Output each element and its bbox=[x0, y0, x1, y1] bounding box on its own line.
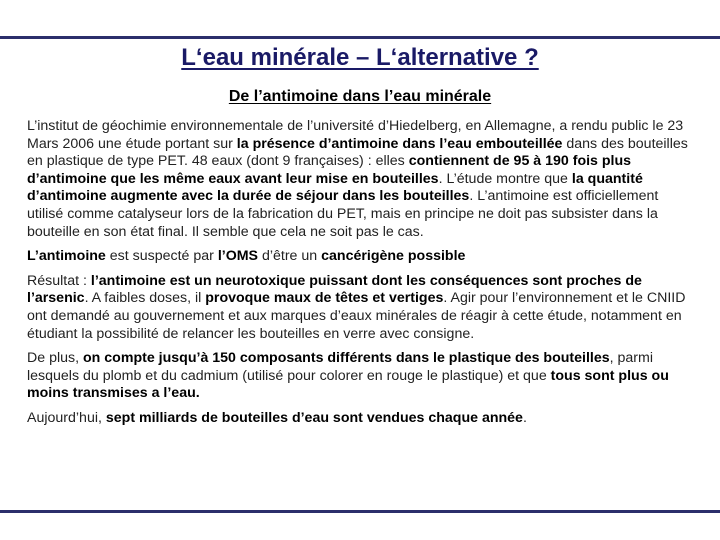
slide-title-text: L‘eau minérale – L‘alternative ? bbox=[181, 44, 539, 71]
emphasis-text: l’antimoine est un neurotoxique puissant dont les conséquences sont proches de l’arsenic bbox=[27, 272, 642, 307]
body-text: L’institut de géochimie environnementale de l’université d’Hiedelberg, en Allemagne, a rendu public le 23 Mars 2006 une étude portant sur bbox=[27, 118, 684, 152]
body-text: . bbox=[522, 409, 527, 426]
emphasis-text: l’OMS bbox=[217, 248, 259, 265]
body-text: . L’antimoine est officiellement utilisé comme catalyseur lors de la fabrication du PET, mais en principe ne doit pas subsister dans la bouteille en son état final. Il semble que cela ne soit pas le cas. bbox=[27, 188, 659, 240]
slide-subtitle-text: De l’antimoine dans l’eau minérale bbox=[228, 88, 492, 105]
emphasis-text: provoque maux de têtes et vertiges bbox=[205, 290, 444, 307]
body-text: . A faibles doses, il bbox=[84, 290, 206, 307]
slide-title bbox=[0, 44, 720, 72]
emphasis-text: la présence d’antimoine dans l’eau embouteillée bbox=[236, 135, 563, 152]
top-divider bbox=[0, 36, 720, 39]
emphasis-text: L’antimoine bbox=[27, 248, 106, 265]
body-text: dans des bouteilles en plastique de type PET. 48 eaux (dont 9 françaises) : elles bbox=[27, 135, 688, 170]
paragraph-today bbox=[27, 410, 691, 428]
paragraph-result bbox=[27, 273, 691, 343]
paragraph-components bbox=[27, 350, 691, 403]
emphasis-text: la quantité d’antimoine augmente avec la durée de séjour dans les bouteilles bbox=[27, 170, 643, 205]
paragraph-study bbox=[27, 118, 691, 241]
body-text: De plus, bbox=[27, 350, 83, 367]
emphasis-text: contiennent de 95 à 190 fois plus d’antimoine que les même eaux avant leur mise en bouteilles bbox=[27, 153, 632, 187]
body-text: , parmi lesquels du plomb et du cadmium (utilisé pour colorer en rouge le plastique) et que bbox=[27, 350, 653, 384]
slide-body bbox=[27, 118, 691, 435]
slide-subtitle bbox=[0, 88, 720, 106]
body-text: . Agir pour l’environnement et le CNIID ont demandé au gouvernement et aux marques d’eaux minérales de réagir à cette étude, notamment en étudiant la possibilité de relancer les bouteilles en verre avec consigne. bbox=[27, 290, 686, 342]
body-text: . L’étude montre que bbox=[438, 170, 572, 187]
emphasis-text: tous sont plus ou moins transmises a l’eau. bbox=[27, 367, 669, 402]
body-text: est suspecté par bbox=[105, 248, 218, 265]
emphasis-text: on compte jusqu’à 150 composants différents dans le plastique des bouteilles bbox=[83, 350, 610, 367]
body-text: d’être un bbox=[258, 248, 322, 265]
paragraph-oms bbox=[27, 248, 691, 266]
emphasis-text: cancérigène possible bbox=[321, 248, 466, 265]
body-text: Aujourd’hui, bbox=[27, 409, 106, 426]
body-text: Résultat : bbox=[27, 272, 91, 289]
bottom-divider bbox=[0, 510, 720, 513]
emphasis-text: sept milliards de bouteilles d’eau sont vendues chaque année bbox=[105, 409, 523, 426]
